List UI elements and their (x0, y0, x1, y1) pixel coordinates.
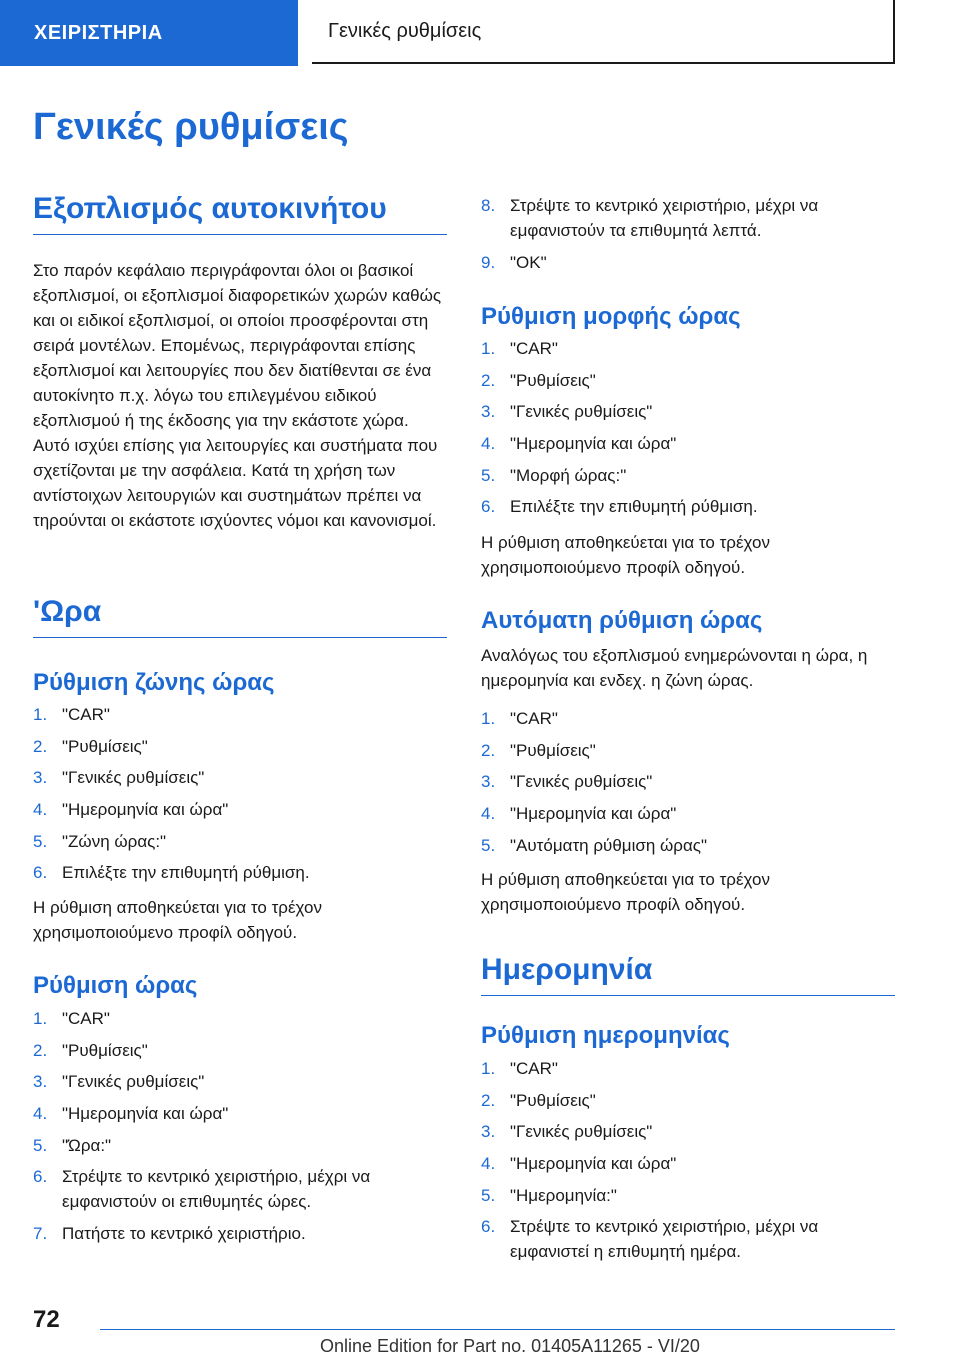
step-number: 3. (33, 1072, 48, 1092)
step-item (481, 1119, 895, 1144)
vehicle-equipment-paragraph: Στο παρόν κεφάλαιο περιγράφονται όλοι οι βασικοί εξοπλισμοί, οι εξοπλισμοί διαφορετικών χωρών καθώς και οι ειδικοί εξοπλισμοί, οι οποίοι προσφέρονται στη σειρά μοντέλων. Επομένως, περιγράφονται επίσης εξοπλισμοί και λειτουργίες που δεν διατίθενται σε ένα αυτοκίνητο π.χ. λόγω του επιλεγμένου ειδικού εξοπλισμού ή της έκδοσης για την εκάστοτε χώρα. Αυτό ισχύει επίσης για λειτουργίες και συστήματα που σχετίζονται με την ασφάλεια. Κατά τη χρήση των αντίστοιχων λειτουργιών και συστημάτων πρέπει να τηρούνται οι εκάστοτε ισχύοντες νόμοι και κανονισμοί. (33, 261, 442, 530)
step-item (33, 1221, 447, 1246)
step-number: 1. (33, 1009, 48, 1028)
step-number: 2. (481, 1090, 496, 1110)
step-item (33, 1069, 447, 1094)
vehicle-equipment-section (33, 192, 447, 235)
page-number: 72 (33, 1306, 60, 1333)
auto-time-steps (481, 706, 895, 858)
step-item (33, 860, 447, 885)
header-section-label: ΧΕΙΡΙΣΤΗΡΙΑ (34, 21, 163, 44)
set-date-steps-block (481, 1056, 895, 1271)
time-format-subsection (481, 303, 895, 331)
timezone-steps-block (33, 702, 447, 892)
step-text: "Ζώνη ώρας:" (62, 831, 167, 851)
step-item (33, 1133, 447, 1158)
step-number: 5. (481, 1185, 496, 1205)
step-text: "Γενικές ρυθμίσεις" (510, 402, 653, 422)
step-text: "Γενικές ρυθμίσεις" (62, 1072, 205, 1092)
step-item (481, 1151, 895, 1176)
step-text: "Ρυθμίσεις" (510, 740, 596, 760)
footer-divider (100, 1329, 895, 1330)
time-section (33, 595, 447, 638)
step-number: 4. (481, 1154, 496, 1174)
step-number: 2. (33, 1040, 48, 1060)
set-time-steps-part1 (33, 1006, 447, 1246)
vehicle-equipment-heading: Εξοπλισμός αυτοκινήτου (33, 192, 447, 235)
time-format-note-block (481, 530, 895, 580)
step-item (481, 368, 895, 393)
step-item (33, 797, 447, 822)
set-time-steps-continued (481, 193, 895, 281)
step-text: "Ημερομηνία και ώρα" (510, 804, 677, 824)
vehicle-equipment-body (33, 258, 447, 533)
step-item (33, 765, 447, 790)
auto-time-note-block (481, 867, 895, 917)
step-text: "Ρυθμίσεις" (62, 736, 148, 756)
auto-time-steps-block (481, 706, 895, 864)
step-text: Στρέψτε το κεντρικό χειριστήριο, μέχρι να εμφανιστεί η επιθυμητή ημέρα. (510, 1217, 819, 1262)
timezone-heading: Ρύθμιση ζώνης ώρας (33, 669, 275, 696)
step-text: "Ημερομηνία και ώρα" (510, 434, 677, 454)
step-text: "Γενικές ρυθμίσεις" (62, 768, 205, 788)
timezone-note: Η ρύθμιση αποθηκεύεται για το τρέχον χρησιμοποιούμενο προφίλ οδηγού. (33, 898, 322, 942)
step-text: Πατήστε το κεντρικό χειριστήριο. (62, 1224, 306, 1244)
step-item (33, 702, 447, 727)
step-item (481, 1088, 895, 1113)
step-text: "Μορφή ώρας:" (510, 465, 627, 485)
step-number: 9. (481, 252, 496, 272)
step-text: Επιλέξτε την επιθυμητή ρύθμιση. (510, 497, 758, 517)
step-number: 2. (481, 370, 496, 390)
auto-time-note: Η ρύθμιση αποθηκεύεται για το τρέχον χρησιμοποιούμενο προφίλ οδηγού. (481, 870, 770, 914)
step-item (33, 1038, 447, 1063)
step-number: 4. (481, 804, 496, 824)
timezone-note-block (33, 895, 447, 945)
step-number: 6. (33, 863, 48, 883)
step-item (481, 494, 895, 519)
step-number: 4. (33, 1104, 48, 1124)
step-item (481, 1056, 895, 1081)
step-number: 5. (481, 465, 496, 485)
step-item (481, 769, 895, 794)
step-number: 1. (33, 705, 48, 724)
set-time-subsection (33, 972, 447, 1000)
header-topic-label: Γενικές ρυθμίσεις (328, 19, 482, 42)
date-section (481, 953, 895, 996)
set-time-steps-block (33, 1006, 447, 1253)
step-number: 6. (481, 1217, 496, 1237)
step-number: 5. (33, 831, 48, 851)
step-number: 5. (33, 1135, 48, 1155)
step-text: "CAR" (62, 1009, 110, 1028)
step-number: 1. (481, 709, 496, 728)
step-item (481, 463, 895, 488)
step-item (33, 734, 447, 759)
step-number: 2. (481, 740, 496, 760)
step-text: "CAR" (510, 1059, 558, 1078)
step-text: "Ημερομηνία και ώρα" (62, 1104, 229, 1124)
step-item (481, 399, 895, 424)
step-number: 3. (481, 402, 496, 422)
step-item (33, 829, 447, 854)
step-text: "CAR" (62, 705, 110, 724)
step-number: 4. (481, 434, 496, 454)
step-text: "Γενικές ρυθμίσεις" (510, 1122, 653, 1142)
time-format-steps-block (481, 336, 895, 526)
step-item (481, 706, 895, 731)
step-text: "Ημερομηνία:" (510, 1185, 617, 1205)
step-text: "Ημερομηνία και ώρα" (62, 800, 229, 820)
step-number: 8. (481, 196, 496, 215)
page-title: Γενικές ρυθμίσεις (33, 106, 349, 148)
step-number: 6. (481, 497, 496, 517)
auto-time-intro: Αναλόγως του εξοπλισμού ενημερώνονται η ώρα, η ημερομηνία και ενδεχ. η ζώνη ώρας. (481, 646, 868, 690)
step-text: "Αυτόματη ρύθμιση ώρας" (510, 835, 708, 855)
set-time-heading: Ρύθμιση ώρας (33, 972, 198, 999)
header-page-topic (312, 0, 895, 64)
step-item (481, 833, 895, 858)
step-text: "CAR" (510, 339, 558, 358)
step-number: 3. (481, 1122, 496, 1142)
step-text: "Ρυθμίσεις" (510, 1090, 596, 1110)
step-item (481, 250, 895, 275)
step-text: "Ρυθμίσεις" (510, 370, 596, 390)
step-number: 7. (33, 1224, 48, 1244)
step-text: "CAR" (510, 709, 558, 728)
step-number: 6. (33, 1167, 48, 1187)
step-item (481, 801, 895, 826)
step-number: 2. (33, 736, 48, 756)
step-number: 1. (481, 1059, 496, 1078)
header-section-tab (0, 0, 298, 66)
timezone-subsection (33, 669, 447, 697)
step-text: "Ρυθμίσεις" (62, 1040, 148, 1060)
time-format-steps (481, 336, 895, 519)
step-text: "Ημερομηνία και ώρα" (510, 1154, 677, 1174)
step-text: Επιλέξτε την επιθυμητή ρύθμιση. (62, 863, 310, 883)
step-item (481, 1183, 895, 1208)
step-text: "Ώρα:" (62, 1135, 112, 1155)
footer-edition: Online Edition for Part no. 01405A11265 - VI/20 (320, 1336, 700, 1356)
set-date-steps (481, 1056, 895, 1264)
step-number: 4. (33, 800, 48, 820)
step-text: Στρέψτε το κεντρικό χειριστήριο, μέχρι να εμφανιστούν τα επιθυμητά λεπτά. (510, 196, 819, 240)
step-text: "OK" (510, 252, 547, 272)
set-time-steps-part2 (481, 193, 895, 275)
auto-time-heading: Αυτόματη ρύθμιση ώρας (481, 607, 763, 634)
timezone-steps (33, 702, 447, 885)
auto-time-intro-block (481, 643, 895, 693)
date-heading: Ημερομηνία (481, 953, 895, 996)
step-item (481, 1214, 895, 1264)
step-text: "Γενικές ρυθμίσεις" (510, 772, 653, 792)
step-item (33, 1006, 447, 1031)
auto-time-subsection (481, 607, 895, 635)
step-number: 3. (33, 768, 48, 788)
step-number: 3. (481, 772, 496, 792)
step-item (481, 738, 895, 763)
time-format-note: Η ρύθμιση αποθηκεύεται για το τρέχον χρησιμοποιούμενο προφίλ οδηγού. (481, 533, 770, 577)
step-item (481, 193, 895, 243)
set-date-heading: Ρύθμιση ημερομηνίας (481, 1022, 730, 1049)
step-text: Στρέψτε το κεντρικό χειριστήριο, μέχρι να εμφανιστούν οι επιθυμητές ώρες. (62, 1167, 371, 1212)
set-date-subsection (481, 1022, 895, 1050)
time-format-heading: Ρύθμιση μορφής ώρας (481, 303, 741, 330)
step-item (33, 1164, 447, 1214)
step-number: 5. (481, 835, 496, 855)
step-number: 1. (481, 339, 496, 358)
step-item (481, 431, 895, 456)
time-heading: 'Ωρα (33, 595, 447, 638)
step-item (481, 336, 895, 361)
step-item (33, 1101, 447, 1126)
